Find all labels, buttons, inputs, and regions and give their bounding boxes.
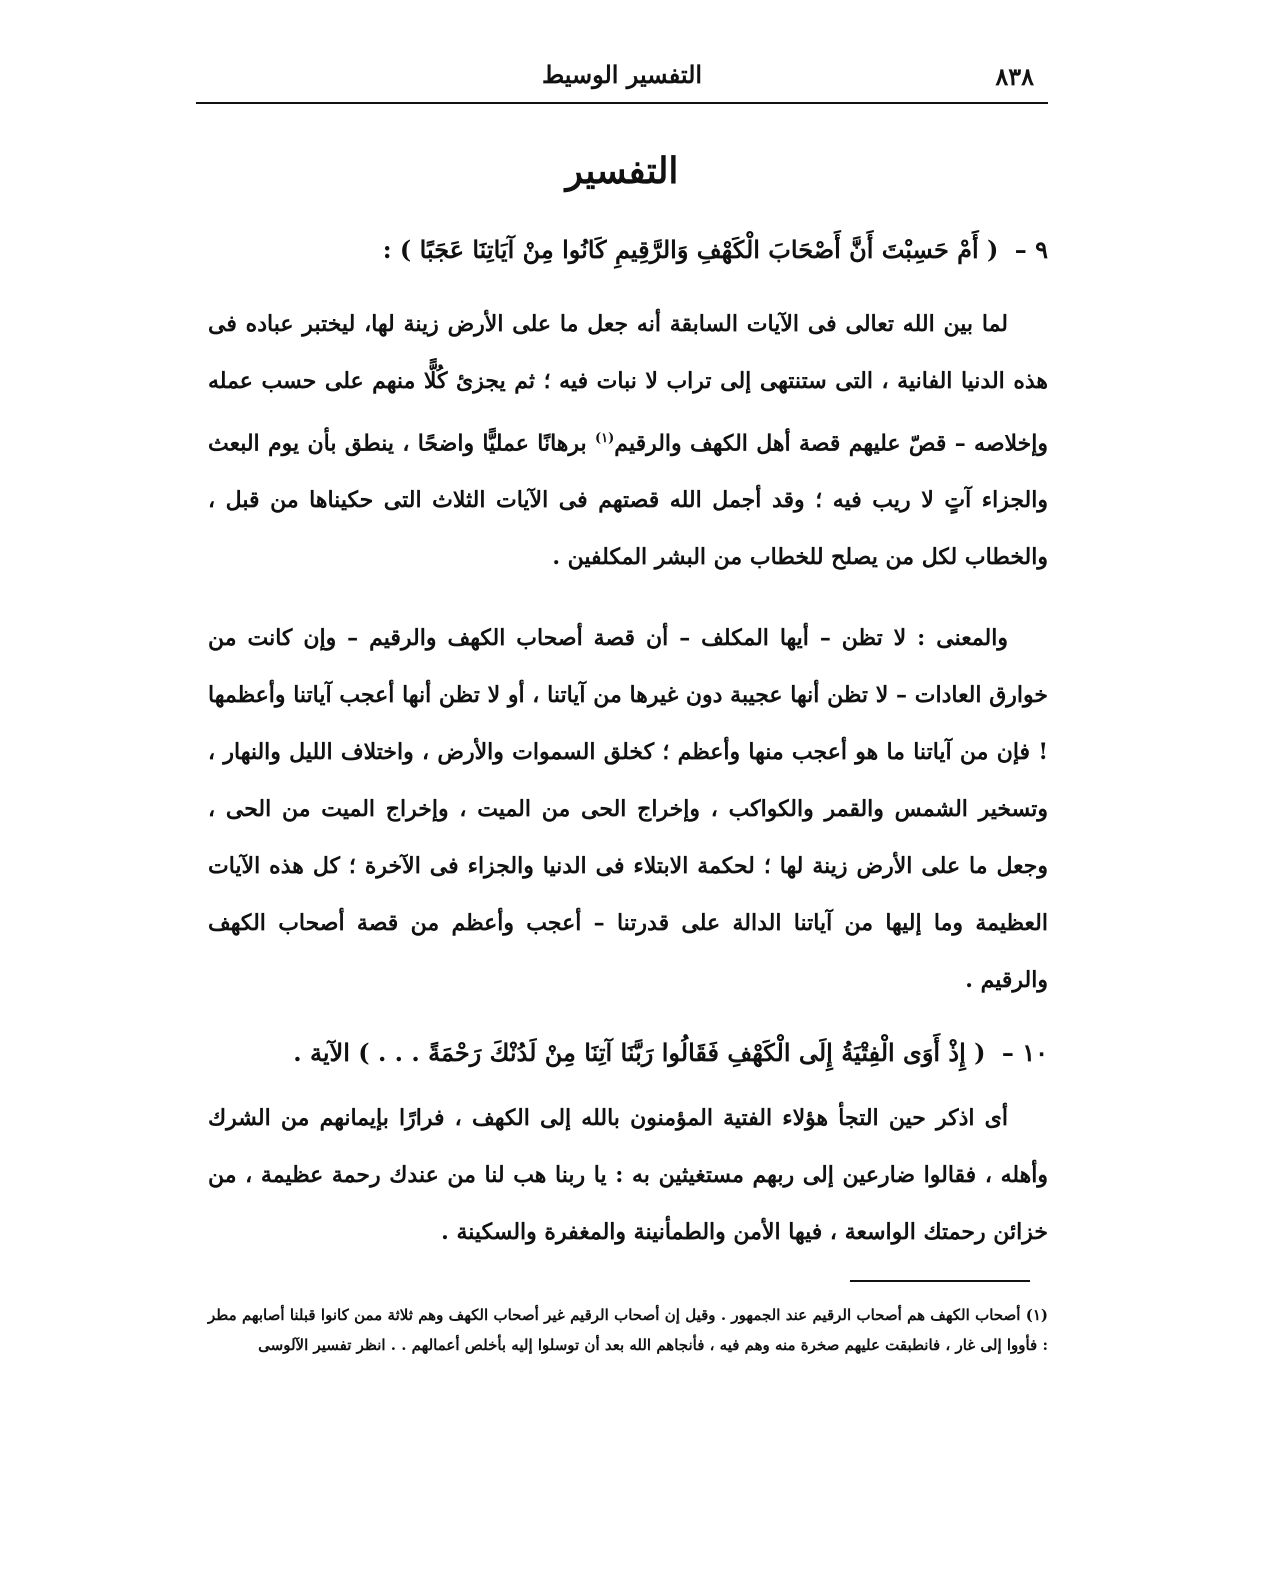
verse-9-text: ( أَمْ حَسِبْتَ أَنَّ أَصْحَابَ الْكَهْفِ وَالرَّقِيمِ كَانُوا مِنْ آيَاتِنَا عَجَبًا ) : bbox=[382, 235, 999, 264]
footnote: (١) أصحاب الكهف هم أصحاب الرقيم عند الجمهور . وقيل إن أصحاب الرقيم غير أصحاب الكهف وهم ثلاثة ممن كانوا قبلنا أصابهم مطر : فأووا إلى غار ، فانطبقت عليهم صخرة منه وهم فيه ، فأنجاهم الله بعد أن توسلوا إليه بأخلص أعمالهم . . انظر تفسير الآلوسى bbox=[208, 1306, 1048, 1354]
section-title: التفسير bbox=[565, 150, 679, 192]
footnote-marker: (١) bbox=[595, 431, 615, 446]
verse-9-number: ٩ – bbox=[1014, 235, 1048, 264]
verse-9 bbox=[208, 225, 1048, 275]
header-divider bbox=[196, 102, 1048, 104]
footnote-divider bbox=[850, 1280, 1030, 1282]
paragraph-1-part-1: لما بين الله تعالى فى الآيات السابقة أنه جعل ما على الأرض زينة لها، ليختبر عباده فى هذه الدنيا الفانية ، التى ستنتهى إلى تراب لا نبات فيه ؛ ثم يجزئ كُلًّا منهم على حسب عمله وإخلاصه – قصّ عليهم قصة أهل الكهف والرقيم bbox=[208, 311, 1048, 457]
paragraph-1-part-2: برهانًا عمليًّا واضحًا ، ينطق بأن يوم البعث والجزاء آتٍ لا ريب فيه ؛ وقد أجمل الله قصتهم فى الآيات الثلاث التى حكيناها من قبل ، والخطاب لكل من يصلح للخطاب من البشر المكلفين . bbox=[208, 430, 1048, 571]
running-head bbox=[196, 60, 1048, 100]
verse-10-number: ١٠ – bbox=[1001, 1038, 1048, 1067]
paragraph-2: والمعنى : لا تظن – أيها المكلف – أن قصة أصحاب الكهف والرقيم – وإن كانت من خوارق العادات – لا تظن أنها عجيبة دون غيرها من آياتنا ، أو لا تظن أنها أعجب آياتنا وأعظمها ! فإن من آياتنا ما هو أعجب منها وأعظم ؛ كخلق السموات والأرض ، واختلاف الليل والنهار ، وتسخير الشمس والقمر والكواكب ، وإخراج الحى من الميت ، وإخراج الميت من الحى ، وجعل ما على الأرض زينة لها ؛ لحكمة الابتلاء فى الدنيا والجزاء فى الآخرة ؛ كل هذه الآيات العظيمة وما إليها من آياتنا الدالة على قدرتنا – أعجب وأعظم من قصة أصحاب الكهف والرقيم . bbox=[208, 625, 1048, 993]
paragraph-1 bbox=[208, 296, 1048, 586]
paragraph-3: أى اذكر حين التجأ هؤلاء الفتية المؤمنون بالله إلى الكهف ، فرارًا بإيمانهم من الشرك وأهله ، فقالوا ضارعين إلى ربهم مستغيثين به : يا ربنا هب لنا من عندك رحمة عظيمة ، من خزائن رحمتك الواسعة ، فيها الأمن والطمأنينة والمغفرة والسكينة . bbox=[208, 1105, 1048, 1245]
verse-10 bbox=[208, 1028, 1048, 1078]
verse-10-text: ( إِذْ أَوَى الْفِتْيَةُ إِلَى الْكَهْفِ فَقَالُوا رَبَّنَا آتِنَا مِنْ لَدُنْكَ رَحْمَةً . . . ) الآية . bbox=[293, 1038, 986, 1067]
book-title: التفسير الوسيط bbox=[541, 60, 703, 89]
page-number: ٨٣٨ bbox=[995, 62, 1034, 91]
